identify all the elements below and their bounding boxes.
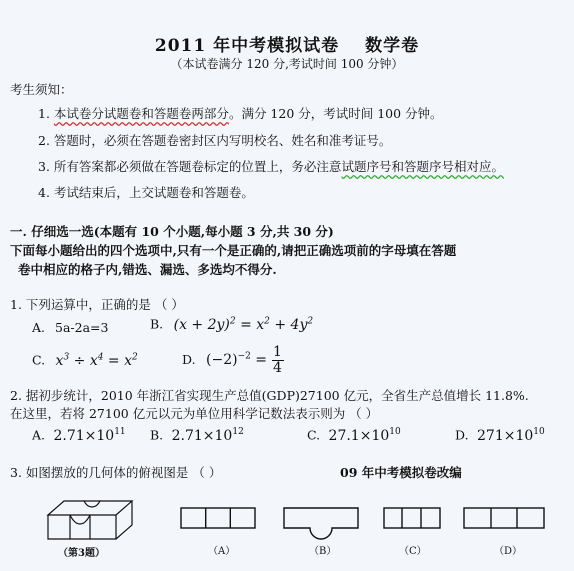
q3-stem: 3. 如图摆放的几何体的俯视图是 （ ） [10, 465, 222, 480]
q3-option-d-figure [463, 506, 545, 530]
notice-text: 。满分 120 分，考试时间 100 分钟。 [228, 106, 443, 121]
option-label: D. [455, 427, 469, 443]
fraction [272, 345, 284, 375]
option-expr: 27.1×10 [328, 427, 390, 444]
q1-option-a [32, 320, 108, 335]
q3-note: 09 年中考模拟卷改编 [340, 465, 462, 480]
section-heading: 一. 仔细选一选(本题有 10 个小题,每小题 3 分,共 30 分) [10, 224, 334, 239]
option-expr: 2.71×10 [53, 427, 115, 444]
option-label: C. [307, 427, 321, 443]
notice-text: 本试卷分试题卷和答题卷两部分 [53, 106, 229, 121]
q3-solid-figure [40, 495, 140, 547]
expr-exp: 10 [389, 427, 401, 437]
title-main: 2011 年中考模拟试卷 [154, 36, 340, 56]
q2-option-d [455, 427, 545, 444]
section-instruction-1: 下面每小题给出的四个选项中,只有一个是正确的,请把正确选项前的字母填在答题 [10, 243, 457, 258]
q3-option-b-figure [283, 506, 359, 542]
option-label: C. [32, 352, 46, 368]
q3-label-d: （D） [494, 546, 523, 557]
q3-figure-label: （第3题） [58, 548, 105, 559]
q2-option-b [150, 427, 244, 444]
notice-heading: 考生须知： [10, 82, 73, 97]
notice-num: 2. [38, 133, 50, 148]
q1-option-c [32, 352, 138, 369]
q3-label-c: （C） [399, 546, 427, 557]
q2-line-1: 2. 据初步统计，2010 年浙江省实现生产总值(GDP)27100 亿元，全省生产总值增长 11.8%. [10, 388, 529, 403]
q3-option-c-figure [383, 506, 441, 530]
notice-text: 所有答案都必须做在答题卷标定的位置上，务必注意 [53, 159, 342, 174]
notice-text: 考试结束后，上交试题卷和答题卷。 [53, 185, 254, 200]
option-expr: 2.71×10 [171, 427, 233, 444]
q1-stem: 1. 下列运算中，正确的是 （ ） [10, 297, 184, 312]
expr-exp: 2 [229, 316, 236, 326]
expr-exp: 12 [232, 427, 244, 437]
q3-label-a: （A） [208, 546, 236, 557]
notice-item-4 [38, 183, 254, 201]
notice-text: 试题序号和答题序号相对应。 [341, 159, 504, 174]
expr-part: + 4y [269, 316, 308, 333]
notice-num: 4. [38, 185, 50, 200]
option-label: B. [150, 427, 164, 443]
option-label: B. [150, 316, 164, 332]
q1-option-b [150, 316, 313, 333]
expr-exp: 11 [114, 427, 126, 437]
expr-exp: 4 [97, 352, 104, 362]
fraction-numerator: 1 [273, 344, 282, 360]
notice-text: 答题时，必须在答题卷密封区内写明校名、姓名和准考证号。 [53, 133, 392, 148]
expr-exp: −2 [237, 351, 251, 362]
notice-num: 1. [38, 106, 50, 121]
q3-option-a-figure [180, 506, 256, 530]
expr-part: ÷ x [69, 352, 98, 369]
expr-part: x [55, 352, 64, 369]
option-label: A. [32, 427, 46, 443]
notice-num: 3. [38, 159, 50, 174]
expr-part: (−2) [206, 352, 238, 369]
notice-item-3 [38, 157, 504, 175]
section-instruction-2: 卷中相应的格子内,错选、漏选、多选均不得分. [18, 262, 277, 277]
q3-label-b: （B） [309, 546, 337, 557]
option-expr: 5a-2a=3 [55, 320, 109, 335]
q1-option-d [182, 345, 284, 375]
expr-exp: 10 [533, 427, 545, 437]
q2-option-c [307, 427, 401, 444]
option-label: D. [182, 352, 196, 368]
title-subject: 数学卷 [365, 36, 420, 56]
expr-part: (x + 2y) [173, 316, 230, 333]
expr-part: = [250, 352, 272, 369]
expr-exp: 2 [131, 352, 138, 362]
page-subtitle: （本试卷满分 120 分,考试时间 100 分钟） [170, 57, 404, 71]
notice-item-2 [38, 131, 391, 149]
option-expr: 271×10 [477, 427, 534, 444]
q2-line-2: 在这里，若将 27100 亿元以元为单位用科学记数法表示则为 （ ） [10, 406, 379, 421]
expr-part: = x [235, 316, 265, 333]
notice-item-1 [38, 104, 443, 122]
page-title [0, 31, 574, 56]
fraction-denominator: 4 [273, 359, 282, 376]
expr-exp: 2 [264, 316, 270, 326]
q2-option-a [32, 427, 126, 444]
option-label: A. [32, 320, 46, 335]
expr-exp: 2 [307, 316, 314, 326]
expr-part: = x [103, 352, 132, 369]
expr-exp: 3 [63, 352, 70, 362]
